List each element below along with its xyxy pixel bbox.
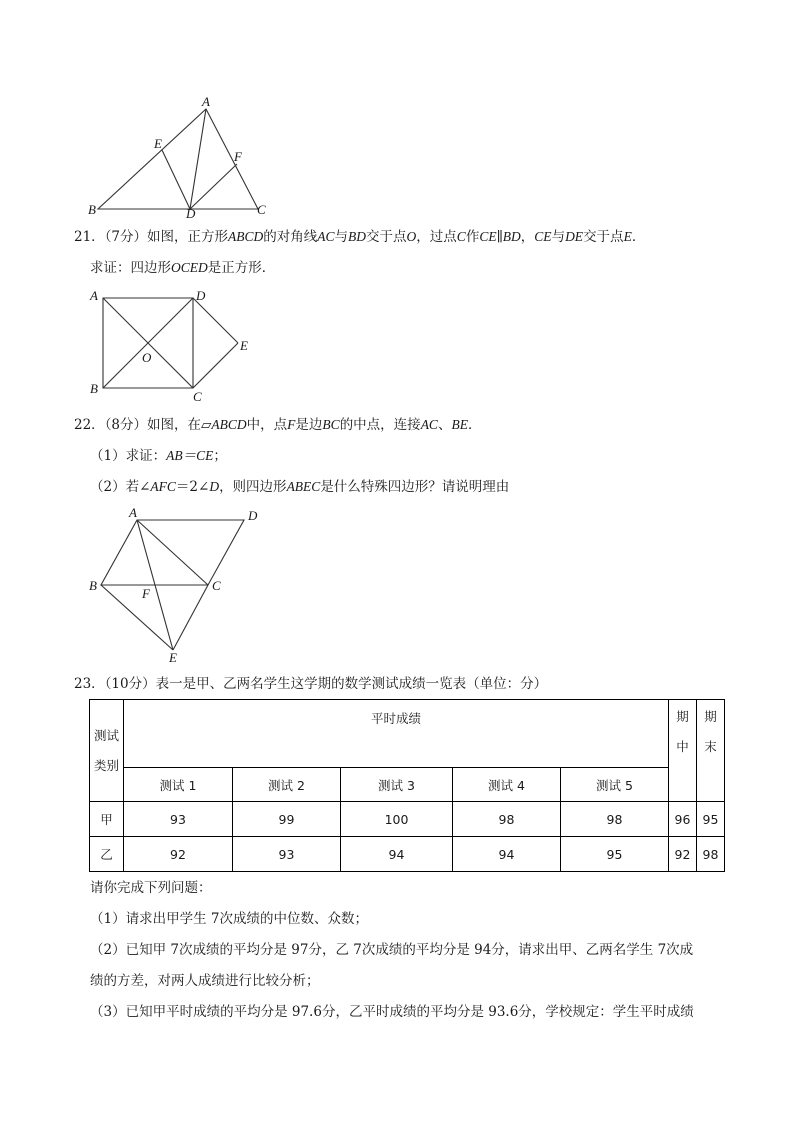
segment-ce xyxy=(173,585,208,650)
q22-part2: （2）若∠AFC＝2∠D，则四边形ABEC是什么特殊四边形？请说明理由 xyxy=(90,479,510,495)
q23-part1: （1）请求出甲学生 7次成绩的中位数、众数； xyxy=(90,911,368,927)
label-c: C xyxy=(193,389,202,404)
score-cell: 98 xyxy=(561,802,669,837)
midterm-cell: 96 xyxy=(669,802,697,837)
segment-ce xyxy=(193,343,238,388)
score-cell: 92 xyxy=(124,837,233,872)
label-e: E xyxy=(169,650,177,665)
label-c: C xyxy=(212,578,221,593)
q21-prove: 求证：四边形OCED是正方形． xyxy=(90,260,276,276)
score-cell: 100 xyxy=(341,802,453,837)
test-header: 测试 3 xyxy=(341,768,453,802)
label-e: E xyxy=(154,136,162,151)
segment-be xyxy=(101,585,173,650)
label-a: A xyxy=(202,94,210,109)
score-cell: 94 xyxy=(453,837,561,872)
regular-header: 平时成绩 xyxy=(124,700,669,768)
label-d: D xyxy=(248,508,258,523)
score-cell: 93 xyxy=(233,837,341,872)
test-header: 测试 1 xyxy=(124,768,233,802)
label-f: F xyxy=(234,149,242,164)
corner-header: 测试 类别 xyxy=(90,700,124,802)
test-header: 测试 5 xyxy=(561,768,669,802)
midterm-cell: 92 xyxy=(669,837,697,872)
figure-square-abcd xyxy=(84,282,264,404)
label-a: A xyxy=(129,505,137,520)
test-header: 测试 2 xyxy=(233,768,341,802)
segment-df xyxy=(190,164,237,209)
student-name: 甲 xyxy=(90,802,124,837)
q23-part2-line2: 绩的方差，对两人成绩进行比较分析； xyxy=(90,973,320,989)
label-o: O xyxy=(142,350,152,365)
figure-triangle-abc xyxy=(84,94,284,219)
score-cell: 98 xyxy=(453,802,561,837)
label-b: B xyxy=(88,202,96,217)
label-f: F xyxy=(142,586,150,601)
score-cell: 93 xyxy=(124,802,233,837)
q23-part3: （3）已知甲平时成绩的平均分是 97.6分，乙平时成绩的平均分是 93.6分，学校规定：学生平时成绩 xyxy=(90,1004,694,1020)
final-cell: 98 xyxy=(697,837,725,872)
score-cell: 95 xyxy=(561,837,669,872)
student-name: 乙 xyxy=(90,837,124,872)
label-d: D xyxy=(196,288,206,303)
label-b: B xyxy=(89,578,97,593)
q23-statement: 23．（10分）表一是甲、乙两名学生这学期的数学测试成绩一览表（单位：分） xyxy=(74,676,548,692)
label-c: C xyxy=(257,202,266,217)
segment-ad xyxy=(190,109,206,209)
label-d: D xyxy=(186,206,196,219)
label-e: E xyxy=(240,338,248,353)
final-cell: 95 xyxy=(697,802,725,837)
table-row xyxy=(90,837,725,872)
table-row xyxy=(90,802,725,837)
score-table xyxy=(89,699,725,872)
q22-statement: 22．（8分）如图，在▱ABCD中，点F是边BC的中点，连接AC、BE． xyxy=(74,417,482,433)
score-cell: 99 xyxy=(233,802,341,837)
segment-de xyxy=(193,298,238,343)
q23-intro: 请你完成下列问题： xyxy=(90,880,212,896)
q23-part2-line1: （2）已知甲 7次成绩的平均分是 97分，乙 7次成绩的平均分是 94分，请求出甲、乙两名学生 7次成 xyxy=(90,942,694,958)
q22-part1: （1）求证：AB＝CE； xyxy=(90,448,227,464)
label-a: A xyxy=(90,288,98,303)
midterm-header: 期 中 xyxy=(669,700,697,802)
figure-parallelogram-abcd xyxy=(84,503,284,668)
segment-ac xyxy=(137,520,208,585)
final-header: 期 末 xyxy=(697,700,725,802)
segment-ed xyxy=(162,150,190,209)
q21-statement: 21．（7分）如图，正方形ABCD的对角线AC与BD交于点O，过点C作CE∥BD，CE与DE交于点E． xyxy=(74,229,646,245)
label-b: B xyxy=(90,381,98,396)
score-cell: 94 xyxy=(341,837,453,872)
test-header: 测试 4 xyxy=(453,768,561,802)
